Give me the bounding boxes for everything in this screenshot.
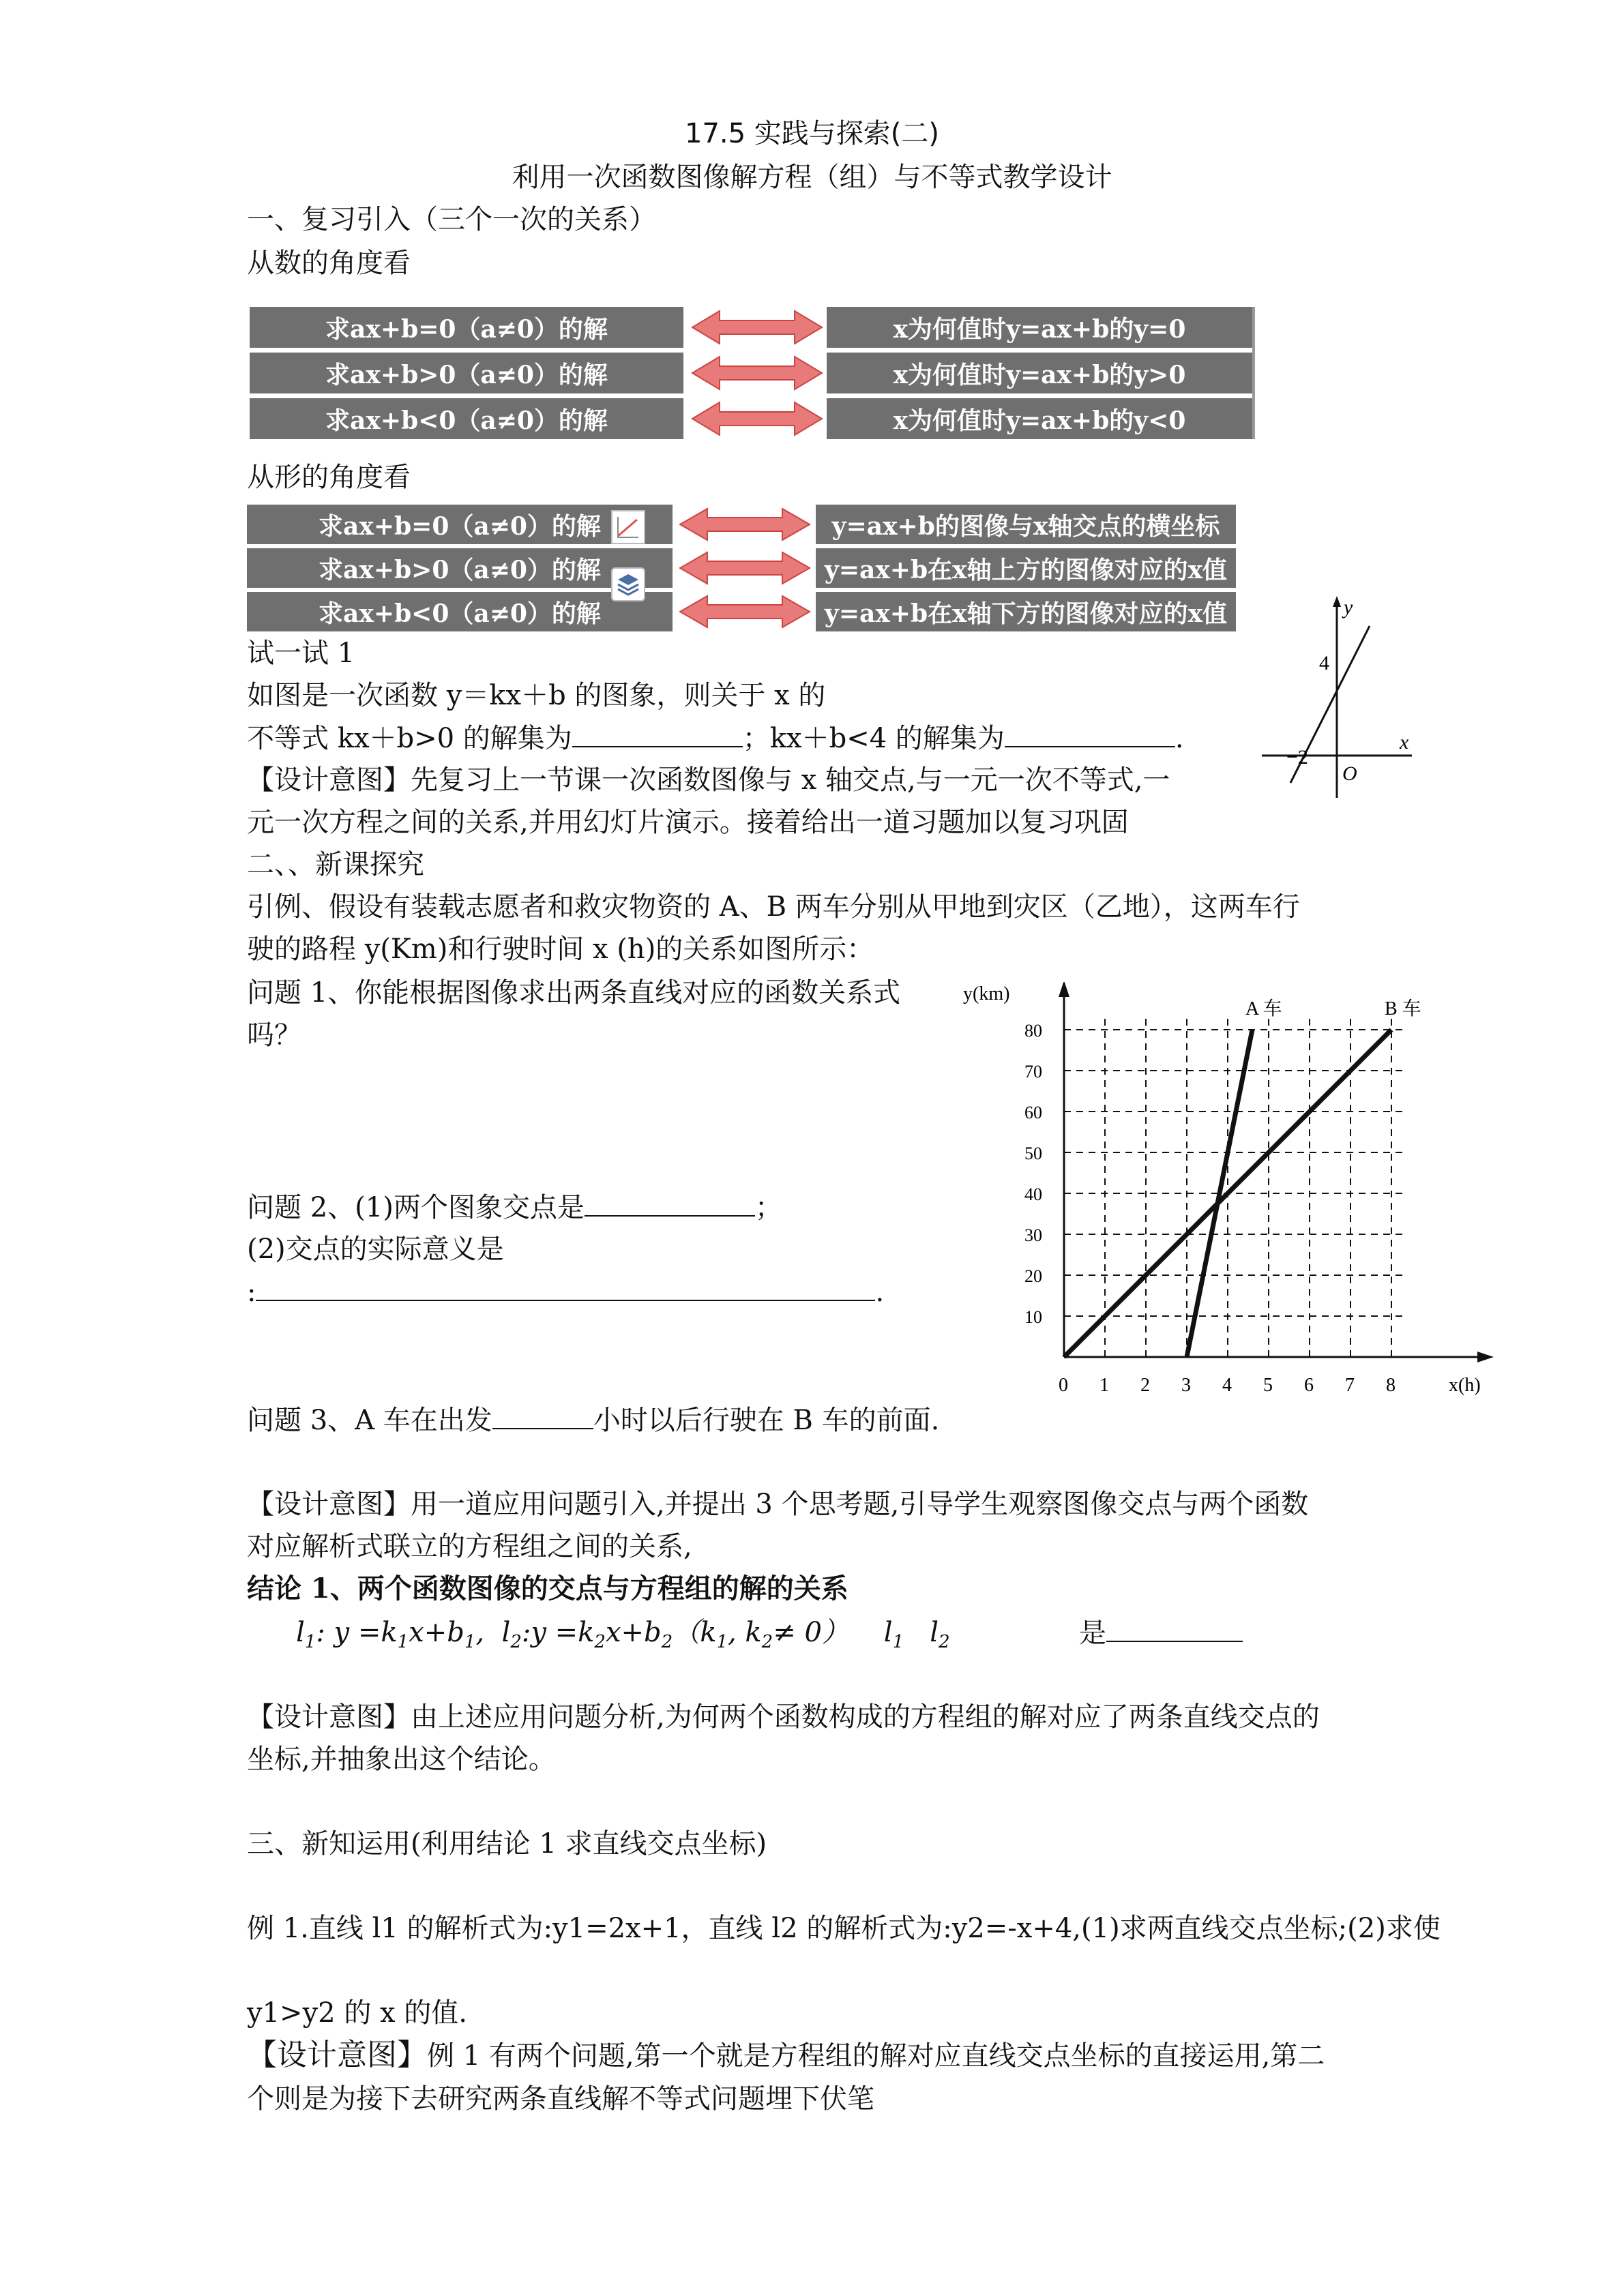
distance-time-chart (962, 982, 1576, 1412)
design4-line2: 个则是为接下去研究两条直线解不等式问题埋下伏笔 (247, 2083, 874, 2115)
num-row-left-2 (250, 353, 683, 393)
try-line2-part1: 不等式 kx＋b>0 的解集为 (247, 723, 572, 754)
num-view-label: 从数的角度看 (247, 248, 411, 279)
small-function-graph (1255, 593, 1419, 805)
answer-blank-3[interactable] (585, 1191, 755, 1217)
small-x-intercept-label: −2 (1286, 746, 1308, 769)
y-arrow-icon (1333, 596, 1341, 607)
section1-heading: 一、复习引入（三个一次的关系） (247, 204, 656, 235)
shape-row-left-3-text: 求ax+b<0（a≠0）的解 (319, 599, 601, 628)
q2-line3-end: . (875, 1277, 885, 1308)
design4-text: 例 1 有两个问题,第一个就是方程组的解对应直线交点坐标的直接运用,第二 (427, 2040, 1325, 2072)
x-axis-label: x(h) (1449, 1375, 1481, 1396)
design4-line1 (247, 2039, 1325, 2072)
num-arrows (689, 307, 825, 439)
section2-heading: 二、、新课探究 (247, 849, 424, 880)
q2-line3-start: : (247, 1277, 256, 1308)
small-y-label: y (1344, 596, 1353, 618)
y-tick-label: 10 (1024, 1307, 1042, 1327)
num-row-left-3 (250, 398, 683, 439)
chart-line-icon (611, 510, 645, 544)
q2-line3 (247, 1275, 884, 1309)
shape-view-label: 从形的角度看 (247, 462, 411, 493)
answer-blank-5[interactable] (492, 1403, 593, 1429)
y-axis-label: y(km) (963, 983, 1010, 1004)
design4-label: 【设计意图】 (247, 2038, 427, 2072)
double-arrow-icon (692, 402, 822, 435)
design2-line1: 【设计意图】用一道应用问题引入,并提出 3 个思考题,引导学生观察图像交点与两个函数 (247, 1489, 1309, 1520)
design2-line2: 对应解析式联立的方程组之间的关系, (247, 1531, 692, 1562)
answer-blank-2[interactable] (1005, 721, 1175, 747)
shape-row-left-1 (247, 505, 673, 544)
formula-tail: 是 (1079, 1617, 1106, 1649)
q3-text-2: 小时以后行驶在 B 车的前面. (593, 1405, 940, 1436)
design3-line1: 【设计意图】由上述应用问题分析,为何两个函数构成的方程组的解对应了两条直线交点的 (247, 1701, 1320, 1733)
q2-line1 (247, 1191, 782, 1224)
x-tick-label: 1 (1099, 1375, 1109, 1396)
num-row-left-1 (250, 307, 683, 348)
try-line1: 如图是一次函数 y＝kx＋b 的图象，则关于 x 的 (247, 680, 826, 711)
q2-line1-text: 问题 2、(1)两个图象交点是 (247, 1192, 585, 1223)
shape-arrows (677, 505, 813, 634)
q2-line1-end: ； (754, 1192, 782, 1223)
shape-row-right-3-text: y=ax+b在x轴下方的图像对应的x值 (824, 599, 1228, 628)
q1-line1: 问题 1、你能根据图像求出两条直线对应的函数关系式 (247, 977, 901, 1009)
x-tick-label: 7 (1345, 1375, 1355, 1396)
answer-blank-6[interactable] (1106, 1616, 1243, 1642)
answer-blank-4[interactable] (256, 1275, 875, 1301)
double-arrow-icon (680, 509, 810, 540)
design3-line2: 坐标,并抽象出这个结论。 (247, 1744, 556, 1775)
shape-row-right-1 (816, 505, 1236, 544)
layers-icon (611, 567, 645, 601)
double-arrow-icon (692, 311, 822, 344)
page-subtitle: 利用一次函数图像解方程（组）与不等式教学设计 (512, 162, 1112, 193)
y-tick-label: 40 (1024, 1184, 1042, 1204)
x-tick-label: 4 (1222, 1375, 1232, 1396)
formula-line: $l_1$: $y =k_1x+b_1$, $l_2:y =k_2x+b_2(k_1$, $k_2\ne 0$） $l_1$ $l_2$ (296, 1617, 950, 1652)
num-row-left-2-text: 求ax+b>0（a≠0）的解 (325, 360, 608, 389)
series-label-a: A 车 (1245, 998, 1282, 1019)
q3-text-1: 问题 3、A 车在出发 (247, 1405, 492, 1436)
y-tick-label: 20 (1024, 1266, 1042, 1286)
conclusion-1: 结论 1、两个函数图像的交点与方程组的解的关系 (247, 1572, 848, 1605)
x-axis-arrow-icon (1477, 1352, 1494, 1362)
example1-line1: 例 1.直线 l1 的解析式为:y1=2x+1，直线 l2 的解析式为:y2=-x+4,(1)求两直线交点坐标;(2)求使 (247, 1913, 1441, 1944)
shape-row-left-1-text: 求ax+b=0（a≠0）的解 (319, 511, 601, 541)
num-row-right-2 (827, 353, 1252, 393)
shape-row-right-2 (816, 548, 1236, 588)
section3-heading: 三、新知运用(利用结论 1 求直线交点坐标) (247, 1828, 767, 1860)
y-tick-label: 30 (1024, 1225, 1042, 1245)
q2-line2: (2)交点的实际意义是 (247, 1234, 504, 1265)
x-tick-label: 8 (1386, 1375, 1396, 1396)
answer-blank-1[interactable] (572, 721, 743, 747)
try-line2-part2: ；kx＋b<4 的解集为 (742, 723, 1005, 754)
shape-row-left-2-text: 求ax+b>0（a≠0）的解 (319, 555, 601, 584)
small-origin-label: O (1342, 762, 1357, 785)
shape-row-left-2 (247, 548, 673, 588)
q1-line2: 吗？ (247, 1019, 301, 1051)
x-tick-label: 0 (1059, 1375, 1068, 1396)
x-tick-label: 3 (1181, 1375, 1191, 1396)
y-tick-label: 60 (1024, 1103, 1042, 1122)
shape-row-right-1-text: y=ax+b的图像与x轴交点的横坐标 (831, 511, 1220, 541)
series-label-b: B 车 (1385, 998, 1421, 1019)
num-row-right-3 (827, 398, 1252, 439)
x-tick-label: 5 (1263, 1375, 1273, 1396)
formula-blank-line (1079, 1616, 1243, 1650)
x-tick-label: 6 (1304, 1375, 1314, 1396)
example1-line2: y1>y2 的 x 的值. (247, 1997, 468, 2029)
try-line2-part3: . (1175, 723, 1184, 754)
y-tick-label: 70 (1024, 1062, 1042, 1082)
double-arrow-icon (680, 552, 810, 584)
shape-row-right-2-text: y=ax+b在x轴上方的图像对应的x值 (824, 555, 1228, 584)
num-row-left-1-text: 求ax+b=0（a≠0）的解 (325, 314, 608, 344)
small-y-intercept-label: 4 (1319, 652, 1329, 674)
double-arrow-icon (680, 596, 810, 627)
y-tick-label: 80 (1024, 1021, 1042, 1041)
page-title: 17.5 实践与探索(二) (685, 118, 939, 149)
x-tick-label: 2 (1140, 1375, 1150, 1396)
try-line2 (247, 721, 1184, 755)
num-row-right-1 (827, 307, 1252, 348)
y-axis-arrow-icon (1059, 982, 1069, 997)
num-row-right-3-text: x为何值时y=ax+b的y<0 (893, 406, 1186, 435)
num-row-right-2-text: x为何值时y=ax+b的y>0 (893, 360, 1186, 389)
shape-row-left-3 (247, 592, 673, 631)
q3-line (247, 1403, 939, 1437)
y-tick-label: 50 (1024, 1144, 1042, 1163)
intro-line2: 驶的路程 y(Km)和行驶时间 x (h)的关系如图所示： (247, 934, 874, 965)
design1-line1: 【设计意图】先复习上一节课一次函数图像与 x 轴交点,与一元一次不等式,一 (247, 764, 1170, 796)
formula-part1: : y =k (316, 1617, 398, 1648)
num-row-right-1-text: x为何值时y=ax+b的y=0 (893, 314, 1186, 344)
double-arrow-icon (692, 357, 822, 389)
num-rows-edge (1252, 307, 1255, 439)
try-label: 试一试 1 (247, 638, 355, 669)
intro-line1: 引例、假设有装载志愿者和救灾物资的 A、B 两车分别从甲地到灾区（乙地），这两车行 (247, 891, 1300, 923)
shape-row-right-3 (816, 592, 1236, 631)
small-x-label: x (1400, 731, 1409, 754)
formula-l1: l (296, 1617, 305, 1648)
design1-line2: 元一次方程之间的关系,并用幻灯片演示。接着给出一道习题加以复习巩固 (247, 807, 1129, 838)
num-row-left-3-text: 求ax+b<0（a≠0）的解 (325, 406, 608, 435)
